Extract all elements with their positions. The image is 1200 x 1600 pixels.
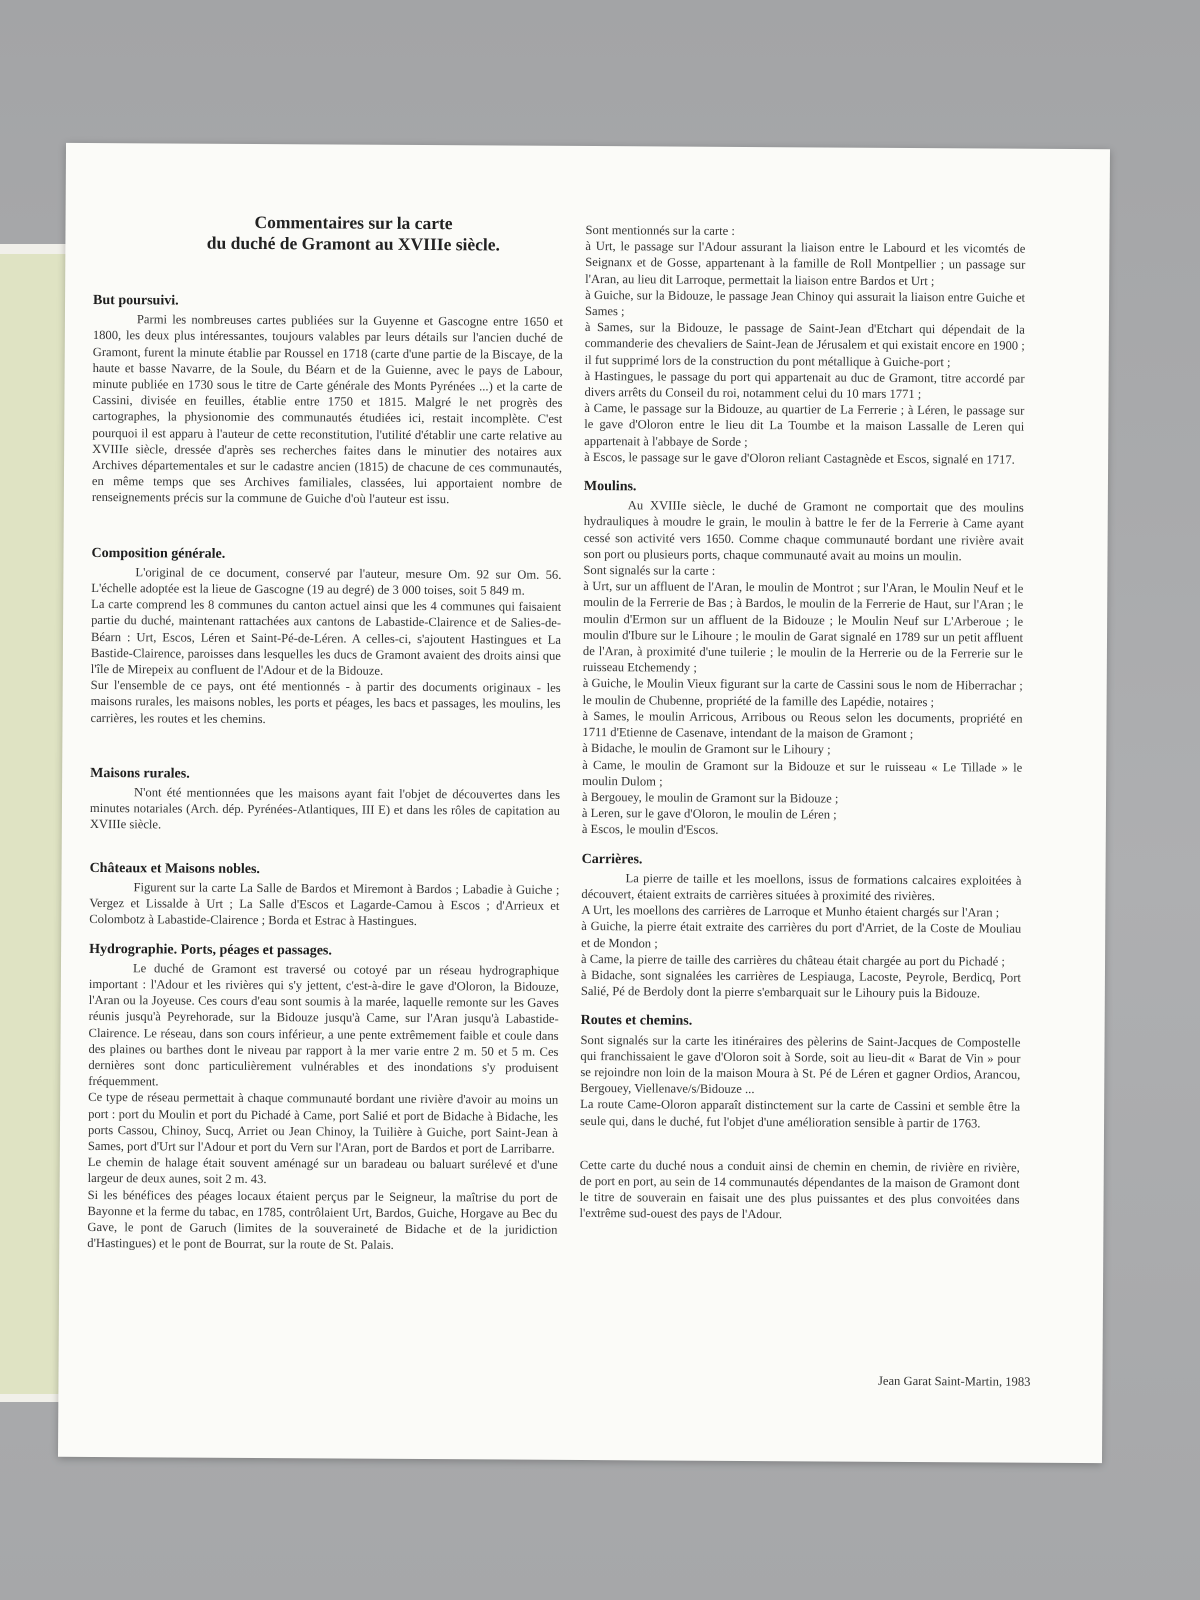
author-signature: Jean Garat Saint-Martin, 1983 — [877, 1373, 1031, 1389]
moulin-item: à Escos, le moulin d'Escos. — [581, 822, 719, 838]
moulin-item: à Guiche, le Moulin Vieux figurant sur la carte de Cassini sous le nom de Hiberrachar ; le moulin de Chubenne, propriété de la famille des Lapédie, notaires ; — [582, 676, 1023, 709]
section-hydrographie — [87, 941, 559, 1254]
passage-line: à Guiche, sur la Bidouze, le passage Jean Chinoy qui assurait la liaison entre Guiche et Sames ; — [584, 287, 1026, 319]
section-maisons — [90, 766, 560, 836]
heading-composition: Composition générale. — [91, 545, 226, 562]
carriere-item: à Bidache, sont signalées les carrières de Lespiauga, Lacoste, Peyrole, Berdicq, Port Salié, Pé de Berdoly dont la pierre s'embarquait sur le Lihoury puis la Bidouze. — [580, 967, 1021, 1001]
paragraph-hydro-2: Ce type de réseau permettait à chaque communauté bordant une rivière d'avoir au moins un port : port du Moulin et port du Pichadé à Came, port Salié et port de Bidache à Bidache, les ports Cassou, Chinoy, Sucq, Arriet ou Jean Chinoy, la Tuilière à Guiche, port Saint-Jean à Sames, port d'Urt sur l'Adour et port du Vern sur l'Aran, port de Bardos et port de Larribarre. — [87, 1090, 559, 1156]
passage-line: à Escos, le passage sur le gave d'Oloron reliant Castagnède et Escos, signalé en 1717. — [584, 449, 1015, 467]
carriere-item: à Came, la pierre de taille des carrières du château était chargée au port du Pichadé ; — [581, 951, 1005, 969]
passage-line: à Came, le passage sur la Bidouze, au quartier de La Ferrerie ; à Léren, le passage sur le gave d'Oloron entre le lieu dit La Toumbe et la maison Lassalle de Leren qui appartenait à l'abbaye de Sorde ; — [584, 401, 1025, 449]
moulin-item: à Came, le moulin de Gramont sur la Bidouze et sur le ruisseau « Le Tillade » le moulin Dulom ; — [582, 757, 1023, 789]
heading-chateaux: Châteaux et Maisons nobles. — [89, 860, 260, 877]
paragraph-hydro-3: Le chemin de halage était souvent aménagé sur un baradeau ou baluart surélevé et d'une largeur de deux aunes, soit 2 m. 43. — [87, 1155, 558, 1187]
passage-line: à Sames, sur la Bidouze, le passage de Saint-Jean d'Etchart qui dépendait de la commanderie des chevaliers de Saint-Jean de Jérusalem et qui existait encore en 1900 ; il fut supprimé lors de la construction du pont métallique à Guiche-port ; — [584, 320, 1025, 369]
section-but — [92, 293, 563, 509]
section-carrieres — [581, 852, 1022, 1003]
section-passages — [584, 222, 1025, 468]
moulin-item: à Sames, le moulin Arricous, Arribous ou Reous selon les documents, propriété en 1711 d'Etienne de Casenave, intendant de la maison de Gramont ; — [582, 708, 1023, 742]
left-column — [87, 293, 563, 1254]
section-chateaux — [89, 861, 559, 931]
paragraph-routes-2: La route Came-Oloron apparaît distinctement sur la carte de Cassini et semble être la seule qui, dans le duché, fut l'objet d'une amélioration sensible à partir de 1763. — [580, 1097, 1021, 1130]
document-page — [58, 143, 1110, 1463]
paragraph-moulins-intro: Au XVIIIe siècle, le duché de Gramont ne comportait que des moulins hydrauliques à moudre le grain, le moulin à battre le fer de la Ferrerie à Came ayant cessé son activité vers 1650. Comme chaque communauté bordant une rivière avait son port ou plusieurs ports, chaque communauté avait au moins un moulin. — [583, 498, 1024, 564]
document-title — [143, 211, 563, 256]
paragraph-routes-1: Sont signalés sur la carte les itinéraires des pèlerins de Saint-Jacques de Compostelle qui franchissaient le gave d'Oloron soit à Sorde, soit au lieu-dit « Barat de Vin » pour se rejoindre non loin de la maison Moura à St. Pé de Léren et gagner Ordios, Arancou, Bergouey, Viellenave/s/Bidouze ... — [580, 1032, 1021, 1097]
paragraph-but: Parmi les nombreuses cartes publiées sur la Guyenne et Gascogne entre 1650 et 1800, les deux plus intéressantes, toujours valables par leurs détails sur l'ancien duché de Gramont, furent la minute établie par Roussel en 1718 (carte d'une partie de la Biscaye, de la haute et basse Navarre, de la Soule, du Béarn et de la Guienne, avec le pays de Labour, minute publiée en 1730 sous le titre de Carte générale des Monts Pyrénées ...) et la carte de Cassini, divisée en feuilles, établie entre 1750 et 1815. Malgré le net progrès des cartographes, la physionomie des communautés étudiées ici, restait incomplète. C'est pourquoi il est apparu à l'auteur de cette reconstitution, l'utilité d'établir une carte relative au XVIIIe siècle, dressée d'après ses recherches faites dans le minutier des notaires aux Archives départementales et sur le cadastre ancien (1815) de chacune de ces communautés, en même temps que ses Archives familiales, classées, lui apportaient nombre de renseignements précis sur la commune de Guiche d'où l'auteur est issu. — [91, 312, 563, 507]
title-line-1: Commentaires sur la carte — [254, 211, 453, 234]
heading-routes: Routes et chemins. — [580, 1013, 693, 1030]
section-moulins — [582, 479, 1024, 840]
paragraph-maisons: N'ont été mentionnées que les maisons ayant fait l'objet de découvertes dans les minutes notariales (Arch. dép. Pyrénées-Atlantiques, III E) et dans les rôles de capitation au XVIIIe siècle. — [89, 785, 561, 832]
heading-moulins: Moulins. — [583, 479, 637, 495]
section-composition — [90, 546, 561, 729]
paragraph-conclusion: Cette carte du duché nous a conduit ainsi de chemin en chemin, de rivière en rivière, de port en port, au sein de 14 communautés dépendantes de la maison de Gramont dont le titre de souverain en faisait une des plus puissantes et des plus convoitées dans l'extrême sud-ouest des pays de l'Adour. — [579, 1157, 1020, 1222]
paragraph-composition-2: La carte comprend les 8 communes du canton actuel ainsi que les 4 communes qui faisaient partie du duché, maintenant rattachées aux cantons de Labastide-Clairence et de Salies-de-Béarn : Urt, Escos, Léren et Saint-Pé-de-Léren. A celles-ci, s'ajoutent Hastingues et La Bastide-Clairence, paroisses dans lesquelles les ducs de Gramont avaient des droits ainsi que l'île de Mirepeix au confluent de l'Adour et de la Bidouze. — [90, 597, 562, 678]
heading-but: But poursuivi. — [93, 292, 179, 309]
paragraph-hydro-4: Si les bénéfices des péages locaux étaient perçus par le Seigneur, la maîtrise du port de Bayonne et la ferme du tabac, en 1785, contrôlaient Urt, Bardos, Guiche, Horgave au Bec du Gave, le pont de Garuch (limites de la souveraineté de Bidache et de la juridiction d'Hastingues) et le pont de Bourrat, sur la route de St. Palais. — [87, 1187, 558, 1253]
title-line-2: du duché de Gramont au XVIIIe siècle. — [206, 232, 501, 255]
paragraph-composition-3: Sur l'ensemble de ce pays, ont été mentionnés - à partir des documents originaux - les maisons rurales, les maisons nobles, les ports et péages, les bacs et passages, les moulins, les carrières, les routes et les chemins. — [90, 678, 561, 726]
heading-maisons: Maisons rurales. — [90, 765, 190, 782]
right-column — [579, 222, 1025, 1224]
moulin-item: à Leren, sur le gave d'Oloron, le moulin de Léren ; — [581, 806, 837, 822]
heading-hydrographie: Hydrographie. Ports, péages et passages. — [89, 941, 332, 958]
moulin-item: Sont signalés sur la carte : — [583, 563, 716, 578]
carriere-item: A Urt, les moellons des carrières de Larroque et Munho étaient chargés sur l'Aran ; — [581, 903, 1000, 920]
passage-line: à Urt, le passage sur l'Adour assurant la liaison entre le Labourd et les vicomtés de Seignanx et de Gosse, appartenant à la famille de Roll Montpellier ; un passage sur l'Aran, au lieu dit Larroque, permettait la liaison entre Bardos et Urt ; — [585, 239, 1026, 288]
paragraph-hydro-1: Le duché de Gramont est traversé ou cotoyé par un réseau hydrographique important : l'Adour et les rivières qui s'y jettent, c'est-à-dire le gave d'Oloron, la Bidouze, l'Aran ou la Joyeuse. Ces cours d'eau sont soumis à la marée, laquelle remonte sur les Gaves réunis jusqu'à Peyrehorade, sur la Bidouze jusqu'à Came, sur l'Aran jusqu'à Labastide-Clairence. Le réseau, dans son cours inférieur, a une pente extrêmement faible et coule dans des plaines ou barthes dont le niveau par rapport à la mer varie entre 2 m. 50 et 5 m. Ces dernières sont donc particulièrement vulnérables et des inondations s'y produisent fréquemment. — [88, 960, 560, 1089]
paragraph-chateaux: Figurent sur la carte La Salle de Bardos et Miremont à Bardos ; Labadie à Guiche ; Vergez et Lissalde à Urt ; La Salle d'Escos et Lagarde-Camou à Escos ; d'Arrieux et Colombotz à Labastide-Clairence ; Borda et Estrac à Hastingues. — [89, 880, 560, 929]
paragraph-composition-1: L'original de ce document, conservé par l'auteur, mesure Om. 92 sur Om. 56. L'échelle adoptée est la lieue de Gascogne (19 au degré) de 3 000 toises, soit 5 849 m. — [91, 565, 562, 598]
moulin-item: à Bidache, le moulin de Gramont sur le Lihoury ; — [582, 741, 831, 757]
heading-carrieres: Carrières. — [581, 851, 643, 867]
passage-line: à Hastingues, le passage du port qui appartenait au duc de Gramont, titre accordé par divers arrêts du Conseil du roi, notamment celui du 10 mars 1771 ; — [584, 368, 1025, 402]
moulin-item: à Urt, sur un affluent de l'Aran, le moulin de Montrot ; sur l'Aran, le Moulin Neuf et le moulin de la Ferrerie de Bas ; à Bardos, le moulin de la Ferrerie de Haut, sur l'Aran ; le moulin d'Ermon sur un affluent de la Bidouze ; le Moulin Neuf sur L'Arberoue ; le moulin d'Ibure sur le Lihoure ; le moulin de Garat signalé en 1789 sur un petit affluent de l'Aran, à proximité d'une tuilerie ; le moulin de la Herrerie ou de la Ferrerie sur le ruisseau Etchemendy ; — [582, 579, 1024, 675]
carriere-item: à Guiche, la pierre était extraite des carrières du port d'Arriet, de la Coste de Mouliau et de Mondon ; — [581, 919, 1022, 950]
passage-line: Sont mentionnés sur la carte : — [585, 222, 735, 238]
paragraph-carrieres-intro: La pierre de taille et les moellons, issus de formations calcaires exploitées à découvert, étaient extraits de carrières situées à proximité des rivières. — [581, 870, 1022, 904]
moulin-item: à Bergouey, le moulin de Gramont sur la Bidouze ; — [581, 789, 839, 806]
section-routes — [580, 1013, 1021, 1131]
